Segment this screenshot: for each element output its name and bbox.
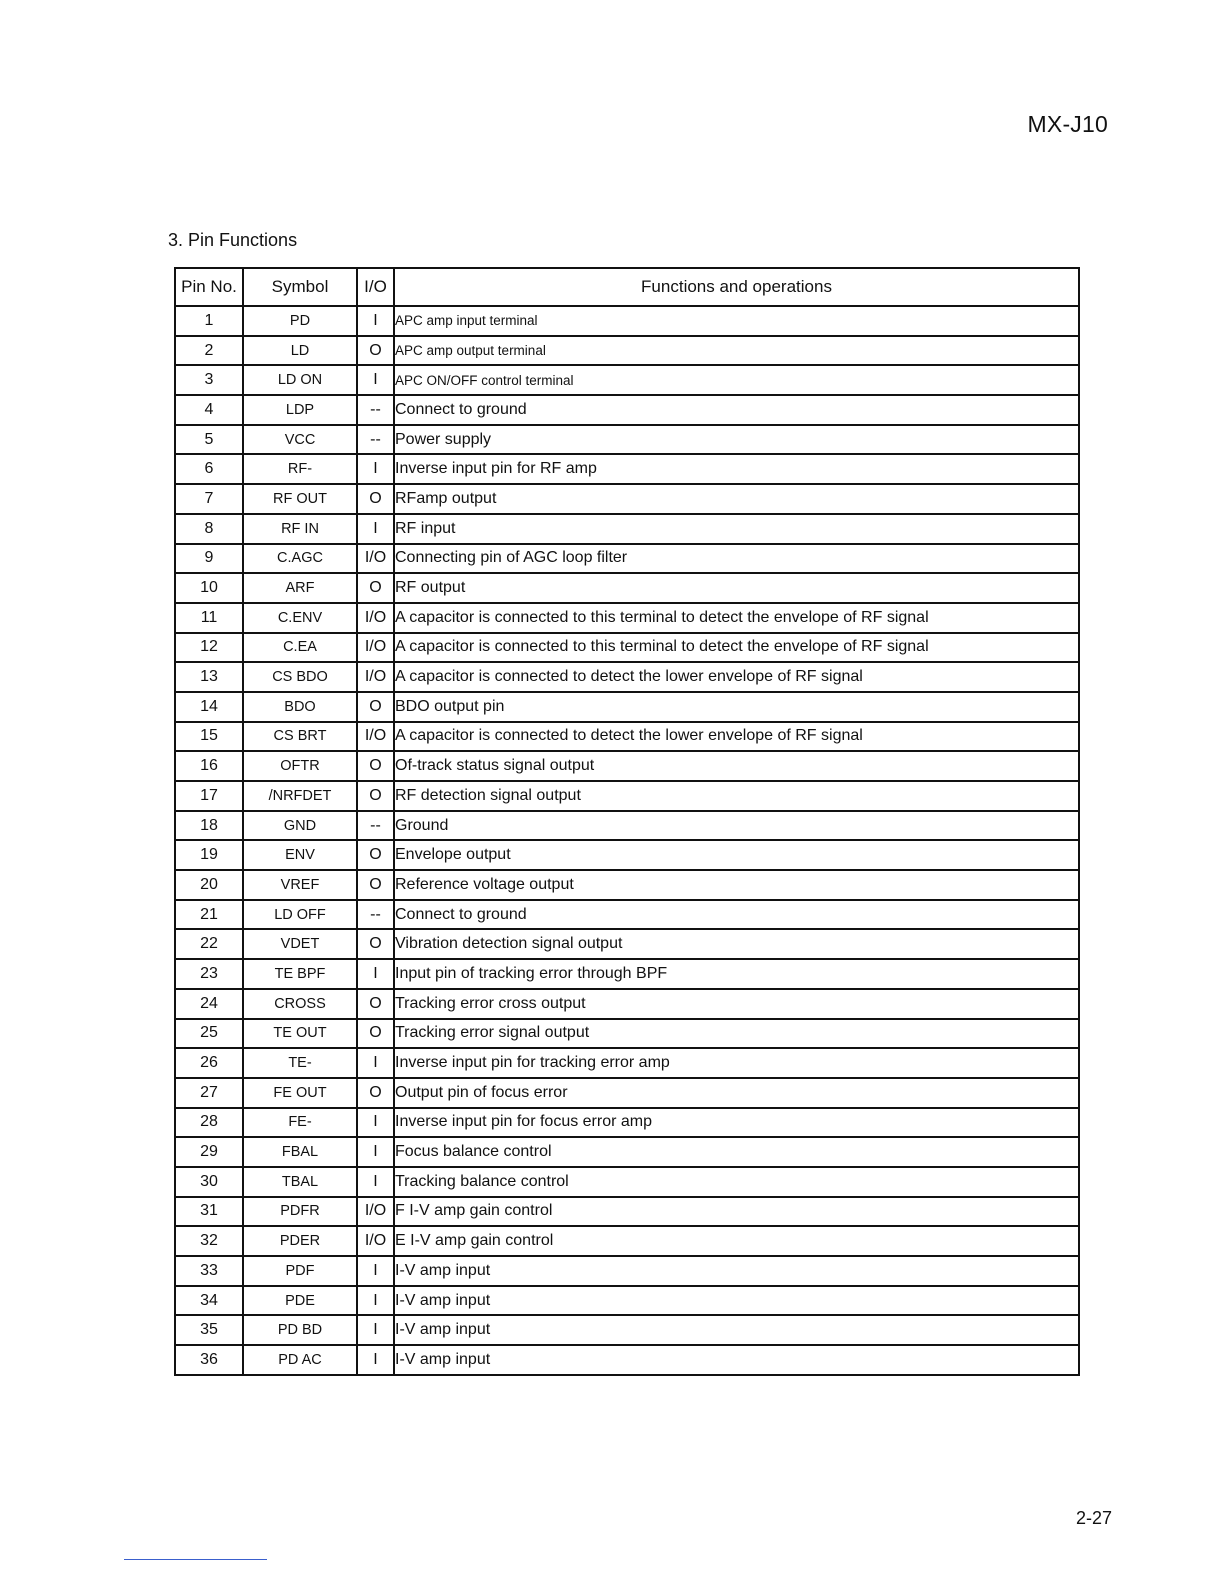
io-cell: O bbox=[357, 870, 394, 900]
pin-number-cell: 28 bbox=[175, 1108, 243, 1138]
pin-number-cell: 27 bbox=[175, 1078, 243, 1108]
pin-number-cell: 8 bbox=[175, 514, 243, 544]
pin-number-cell: 7 bbox=[175, 484, 243, 514]
column-header-pin: Pin No. bbox=[175, 268, 243, 306]
function-cell: APC amp output terminal bbox=[394, 336, 1079, 366]
symbol-cell: CS BDO bbox=[243, 662, 357, 692]
column-header-function: Functions and operations bbox=[394, 268, 1079, 306]
symbol-cell: OFTR bbox=[243, 751, 357, 781]
table-row bbox=[175, 781, 1079, 811]
table-row bbox=[175, 365, 1079, 395]
symbol-cell: ARF bbox=[243, 573, 357, 603]
symbol-cell: FE OUT bbox=[243, 1078, 357, 1108]
pin-number-cell: 11 bbox=[175, 603, 243, 633]
symbol-cell: FBAL bbox=[243, 1137, 357, 1167]
symbol-cell: PDFR bbox=[243, 1197, 357, 1227]
symbol-cell: RF OUT bbox=[243, 484, 357, 514]
pin-number-cell: 19 bbox=[175, 840, 243, 870]
io-cell: I bbox=[357, 1137, 394, 1167]
io-cell: O bbox=[357, 929, 394, 959]
table-row bbox=[175, 989, 1079, 1019]
table-row bbox=[175, 1345, 1079, 1375]
io-cell: -- bbox=[357, 900, 394, 930]
column-header-symbol: Symbol bbox=[243, 268, 357, 306]
table-body bbox=[175, 306, 1079, 1375]
table-row bbox=[175, 1048, 1079, 1078]
function-cell: RF detection signal output bbox=[394, 781, 1079, 811]
table-row bbox=[175, 336, 1079, 366]
symbol-cell: TE- bbox=[243, 1048, 357, 1078]
pin-number-cell: 25 bbox=[175, 1019, 243, 1049]
io-cell: I bbox=[357, 365, 394, 395]
pin-number-cell: 18 bbox=[175, 811, 243, 841]
function-cell: APC ON/OFF control terminal bbox=[394, 365, 1079, 395]
table-row bbox=[175, 395, 1079, 425]
io-cell: O bbox=[357, 573, 394, 603]
pin-number-cell: 33 bbox=[175, 1256, 243, 1286]
table-row bbox=[175, 603, 1079, 633]
function-cell: Envelope output bbox=[394, 840, 1079, 870]
io-cell: I/O bbox=[357, 633, 394, 663]
function-cell: RF input bbox=[394, 514, 1079, 544]
pin-number-cell: 2 bbox=[175, 336, 243, 366]
pin-number-cell: 29 bbox=[175, 1137, 243, 1167]
symbol-cell: BDO bbox=[243, 692, 357, 722]
function-cell: Connecting pin of AGC loop filter bbox=[394, 544, 1079, 574]
pin-number-cell: 22 bbox=[175, 929, 243, 959]
io-cell: I bbox=[357, 1345, 394, 1375]
model-number: MX-J10 bbox=[1027, 111, 1108, 137]
symbol-cell: C.AGC bbox=[243, 544, 357, 574]
function-cell: Output pin of focus error bbox=[394, 1078, 1079, 1108]
pin-number-cell: 21 bbox=[175, 900, 243, 930]
table-row bbox=[175, 1226, 1079, 1256]
function-cell: Vibration detection signal output bbox=[394, 929, 1079, 959]
pin-number-cell: 32 bbox=[175, 1226, 243, 1256]
function-cell: A capacitor is connected to detect the lower envelope of RF signal bbox=[394, 662, 1079, 692]
io-cell: I bbox=[357, 514, 394, 544]
pin-number-cell: 20 bbox=[175, 870, 243, 900]
function-cell: RFamp output bbox=[394, 484, 1079, 514]
function-cell: Ground bbox=[394, 811, 1079, 841]
pin-number-cell: 30 bbox=[175, 1167, 243, 1197]
function-cell: F I-V amp gain control bbox=[394, 1197, 1079, 1227]
symbol-cell: LD bbox=[243, 336, 357, 366]
function-cell: RF output bbox=[394, 573, 1079, 603]
symbol-cell: CROSS bbox=[243, 989, 357, 1019]
table-row bbox=[175, 1167, 1079, 1197]
function-cell: Connect to ground bbox=[394, 900, 1079, 930]
io-cell: I/O bbox=[357, 1226, 394, 1256]
symbol-cell: TE BPF bbox=[243, 959, 357, 989]
function-cell: A capacitor is connected to this terminal to detect the envelope of RF signal bbox=[394, 633, 1079, 663]
symbol-cell: VDET bbox=[243, 929, 357, 959]
table-row bbox=[175, 722, 1079, 752]
function-cell: Inverse input pin for focus error amp bbox=[394, 1108, 1079, 1138]
pin-number-cell: 15 bbox=[175, 722, 243, 752]
io-cell: I/O bbox=[357, 662, 394, 692]
symbol-cell: VCC bbox=[243, 425, 357, 455]
symbol-cell: GND bbox=[243, 811, 357, 841]
function-cell: A capacitor is connected to this terminal to detect the envelope of RF signal bbox=[394, 603, 1079, 633]
table-row bbox=[175, 514, 1079, 544]
function-cell: I-V amp input bbox=[394, 1286, 1079, 1316]
function-cell: I-V amp input bbox=[394, 1345, 1079, 1375]
table-row bbox=[175, 1108, 1079, 1138]
table-row bbox=[175, 1286, 1079, 1316]
function-cell: E I-V amp gain control bbox=[394, 1226, 1079, 1256]
pin-number-cell: 9 bbox=[175, 544, 243, 574]
io-cell: I/O bbox=[357, 1197, 394, 1227]
table-header-row bbox=[175, 268, 1079, 306]
function-cell: Inverse input pin for RF amp bbox=[394, 454, 1079, 484]
table-row bbox=[175, 573, 1079, 603]
symbol-cell: RF- bbox=[243, 454, 357, 484]
io-cell: O bbox=[357, 989, 394, 1019]
function-cell: Tracking error signal output bbox=[394, 1019, 1079, 1049]
table-row bbox=[175, 1256, 1079, 1286]
pin-number-cell: 3 bbox=[175, 365, 243, 395]
io-cell: I bbox=[357, 1256, 394, 1286]
pin-number-cell: 12 bbox=[175, 633, 243, 663]
pin-functions-table bbox=[174, 267, 1080, 1376]
table-row bbox=[175, 1078, 1079, 1108]
pin-number-cell: 23 bbox=[175, 959, 243, 989]
table-row bbox=[175, 1137, 1079, 1167]
table-row bbox=[175, 1197, 1079, 1227]
io-cell: O bbox=[357, 692, 394, 722]
io-cell: I bbox=[357, 1048, 394, 1078]
io-cell: -- bbox=[357, 425, 394, 455]
table-row bbox=[175, 929, 1079, 959]
io-cell: -- bbox=[357, 811, 394, 841]
io-cell: I bbox=[357, 1286, 394, 1316]
pin-number-cell: 35 bbox=[175, 1315, 243, 1345]
pin-number-cell: 14 bbox=[175, 692, 243, 722]
pin-number-cell: 34 bbox=[175, 1286, 243, 1316]
table-row bbox=[175, 484, 1079, 514]
io-cell: I bbox=[357, 1167, 394, 1197]
io-cell: O bbox=[357, 336, 394, 366]
table-row bbox=[175, 544, 1079, 574]
symbol-cell: PD bbox=[243, 306, 357, 336]
function-cell: Tracking balance control bbox=[394, 1167, 1079, 1197]
function-cell: Power supply bbox=[394, 425, 1079, 455]
symbol-cell: PD BD bbox=[243, 1315, 357, 1345]
io-cell: I bbox=[357, 306, 394, 336]
io-cell: I bbox=[357, 959, 394, 989]
pin-number-cell: 4 bbox=[175, 395, 243, 425]
function-cell: APC amp input terminal bbox=[394, 306, 1079, 336]
function-cell: A capacitor is connected to detect the lower envelope of RF signal bbox=[394, 722, 1079, 752]
io-cell: -- bbox=[357, 395, 394, 425]
function-cell: Focus balance control bbox=[394, 1137, 1079, 1167]
table-row bbox=[175, 870, 1079, 900]
table-row bbox=[175, 425, 1079, 455]
symbol-cell: PDE bbox=[243, 1286, 357, 1316]
table-row bbox=[175, 454, 1079, 484]
table-row bbox=[175, 1315, 1079, 1345]
function-cell: Of-track status signal output bbox=[394, 751, 1079, 781]
table-row bbox=[175, 751, 1079, 781]
pin-number-cell: 26 bbox=[175, 1048, 243, 1078]
table-row bbox=[175, 662, 1079, 692]
function-cell: I-V amp input bbox=[394, 1256, 1079, 1286]
io-cell: O bbox=[357, 781, 394, 811]
function-cell: Connect to ground bbox=[394, 395, 1079, 425]
function-cell: Input pin of tracking error through BPF bbox=[394, 959, 1079, 989]
pin-number-cell: 16 bbox=[175, 751, 243, 781]
symbol-cell: TBAL bbox=[243, 1167, 357, 1197]
section-title: 3. Pin Functions bbox=[168, 230, 298, 250]
table-row bbox=[175, 306, 1079, 336]
pin-number-cell: 1 bbox=[175, 306, 243, 336]
io-cell: O bbox=[357, 751, 394, 781]
io-cell: I bbox=[357, 1108, 394, 1138]
pin-number-cell: 36 bbox=[175, 1345, 243, 1375]
table-row bbox=[175, 840, 1079, 870]
page-number: 2-27 bbox=[1075, 1508, 1112, 1528]
symbol-cell: C.EA bbox=[243, 633, 357, 663]
io-cell: O bbox=[357, 1019, 394, 1049]
symbol-cell: CS BRT bbox=[243, 722, 357, 752]
table-row bbox=[175, 692, 1079, 722]
io-cell: O bbox=[357, 484, 394, 514]
table-row bbox=[175, 1019, 1079, 1049]
table-row bbox=[175, 633, 1079, 663]
table-row bbox=[175, 811, 1079, 841]
io-cell: I bbox=[357, 454, 394, 484]
pin-number-cell: 5 bbox=[175, 425, 243, 455]
symbol-cell: C.ENV bbox=[243, 603, 357, 633]
symbol-cell: PDF bbox=[243, 1256, 357, 1286]
symbol-cell: TE OUT bbox=[243, 1019, 357, 1049]
symbol-cell: RF IN bbox=[243, 514, 357, 544]
symbol-cell: LD OFF bbox=[243, 900, 357, 930]
pin-number-cell: 13 bbox=[175, 662, 243, 692]
function-cell: Reference voltage output bbox=[394, 870, 1079, 900]
pin-number-cell: 6 bbox=[175, 454, 243, 484]
function-cell: Tracking error cross output bbox=[394, 989, 1079, 1019]
pin-number-cell: 10 bbox=[175, 573, 243, 603]
pin-number-cell: 31 bbox=[175, 1197, 243, 1227]
symbol-cell: LDP bbox=[243, 395, 357, 425]
symbol-cell: ENV bbox=[243, 840, 357, 870]
symbol-cell: LD ON bbox=[243, 365, 357, 395]
symbol-cell: FE- bbox=[243, 1108, 357, 1138]
column-header-io: I/O bbox=[357, 268, 394, 306]
io-cell: O bbox=[357, 1078, 394, 1108]
symbol-cell: VREF bbox=[243, 870, 357, 900]
io-cell: I/O bbox=[357, 544, 394, 574]
symbol-cell: PD AC bbox=[243, 1345, 357, 1375]
symbol-cell: PDER bbox=[243, 1226, 357, 1256]
io-cell: I/O bbox=[357, 722, 394, 752]
table-row bbox=[175, 959, 1079, 989]
pin-number-cell: 17 bbox=[175, 781, 243, 811]
io-cell: I bbox=[357, 1315, 394, 1345]
symbol-cell: /NRFDET bbox=[243, 781, 357, 811]
function-cell: Inverse input pin for tracking error amp bbox=[394, 1048, 1079, 1078]
function-cell: BDO output pin bbox=[394, 692, 1079, 722]
io-cell: I/O bbox=[357, 603, 394, 633]
function-cell: I-V amp input bbox=[394, 1315, 1079, 1345]
pin-number-cell: 24 bbox=[175, 989, 243, 1019]
table-row bbox=[175, 900, 1079, 930]
footer-rule bbox=[124, 1559, 267, 1560]
io-cell: O bbox=[357, 840, 394, 870]
